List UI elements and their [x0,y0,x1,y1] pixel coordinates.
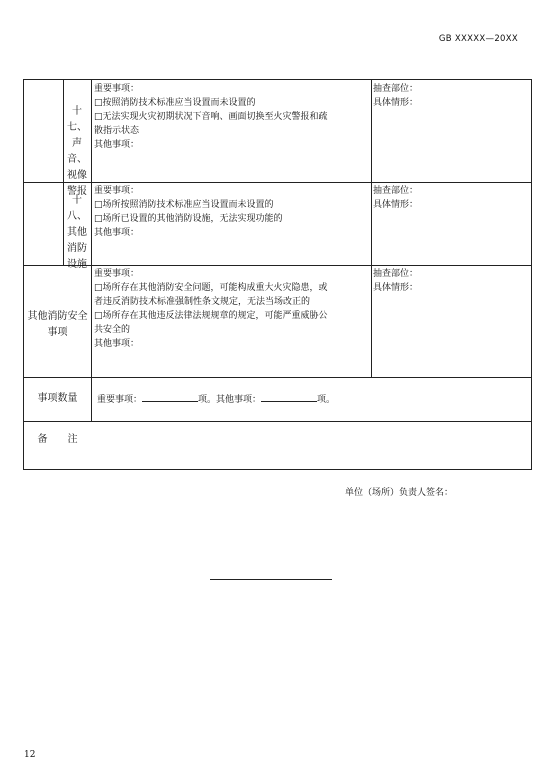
section-content: 重要事项： □场所按照消防技术标准应当设置而未设置的 □场所已设置的其他消防设施，无法实现功能的 其他事项： [94,186,283,238]
row-divider [24,182,531,183]
row-divider [24,421,531,422]
check-notes: 抽查部位： 具体情形： [373,269,419,293]
inspection-table [23,79,532,470]
signature-label: 单位（场所）负责人签名： [345,488,454,498]
remarks-label: 备 注 [37,434,78,445]
standard-code: GB XXXXX—20XX [438,34,518,44]
page-number: 12 [24,750,36,760]
column-divider [91,80,92,421]
count-fill-line: 重要事项： 项。其他事项： 项。 [97,392,517,407]
row-divider [24,265,531,266]
other-count-blank[interactable] [261,392,317,402]
important-count-blank[interactable] [142,392,198,402]
section-content: 重要事项： □按照消防技术标准应当设置而未设置的 □无法实现火灾初期状况下音响、画面切换至火灾警报和疏 散指示状态 其他事项： [94,84,328,150]
check-notes: 抽查部位： 具体情形： [373,84,419,108]
remarks-field[interactable] [94,424,524,468]
row-divider [24,377,531,378]
signature-line [210,579,332,580]
section-label: 十八、 其他 消防 设施 [67,195,87,270]
column-divider [371,80,372,377]
section-content: 重要事项： □场所存在其他消防安全问题，可能构成重大火灾隐患，或 者违反消防技术标准强制性条文规定，无法当场改正的 □场所存在其他违反法律法规规章的规定，可能严重威胁公 共安全的 其他事项： [94,269,328,349]
check-notes: 抽查部位： 具体情形： [373,186,419,210]
section-label: 其他消防安全 事项 [27,311,88,338]
section-label: 十七、 声音、 视像 警报 [67,106,87,197]
count-label: 事项数量 [37,393,78,404]
